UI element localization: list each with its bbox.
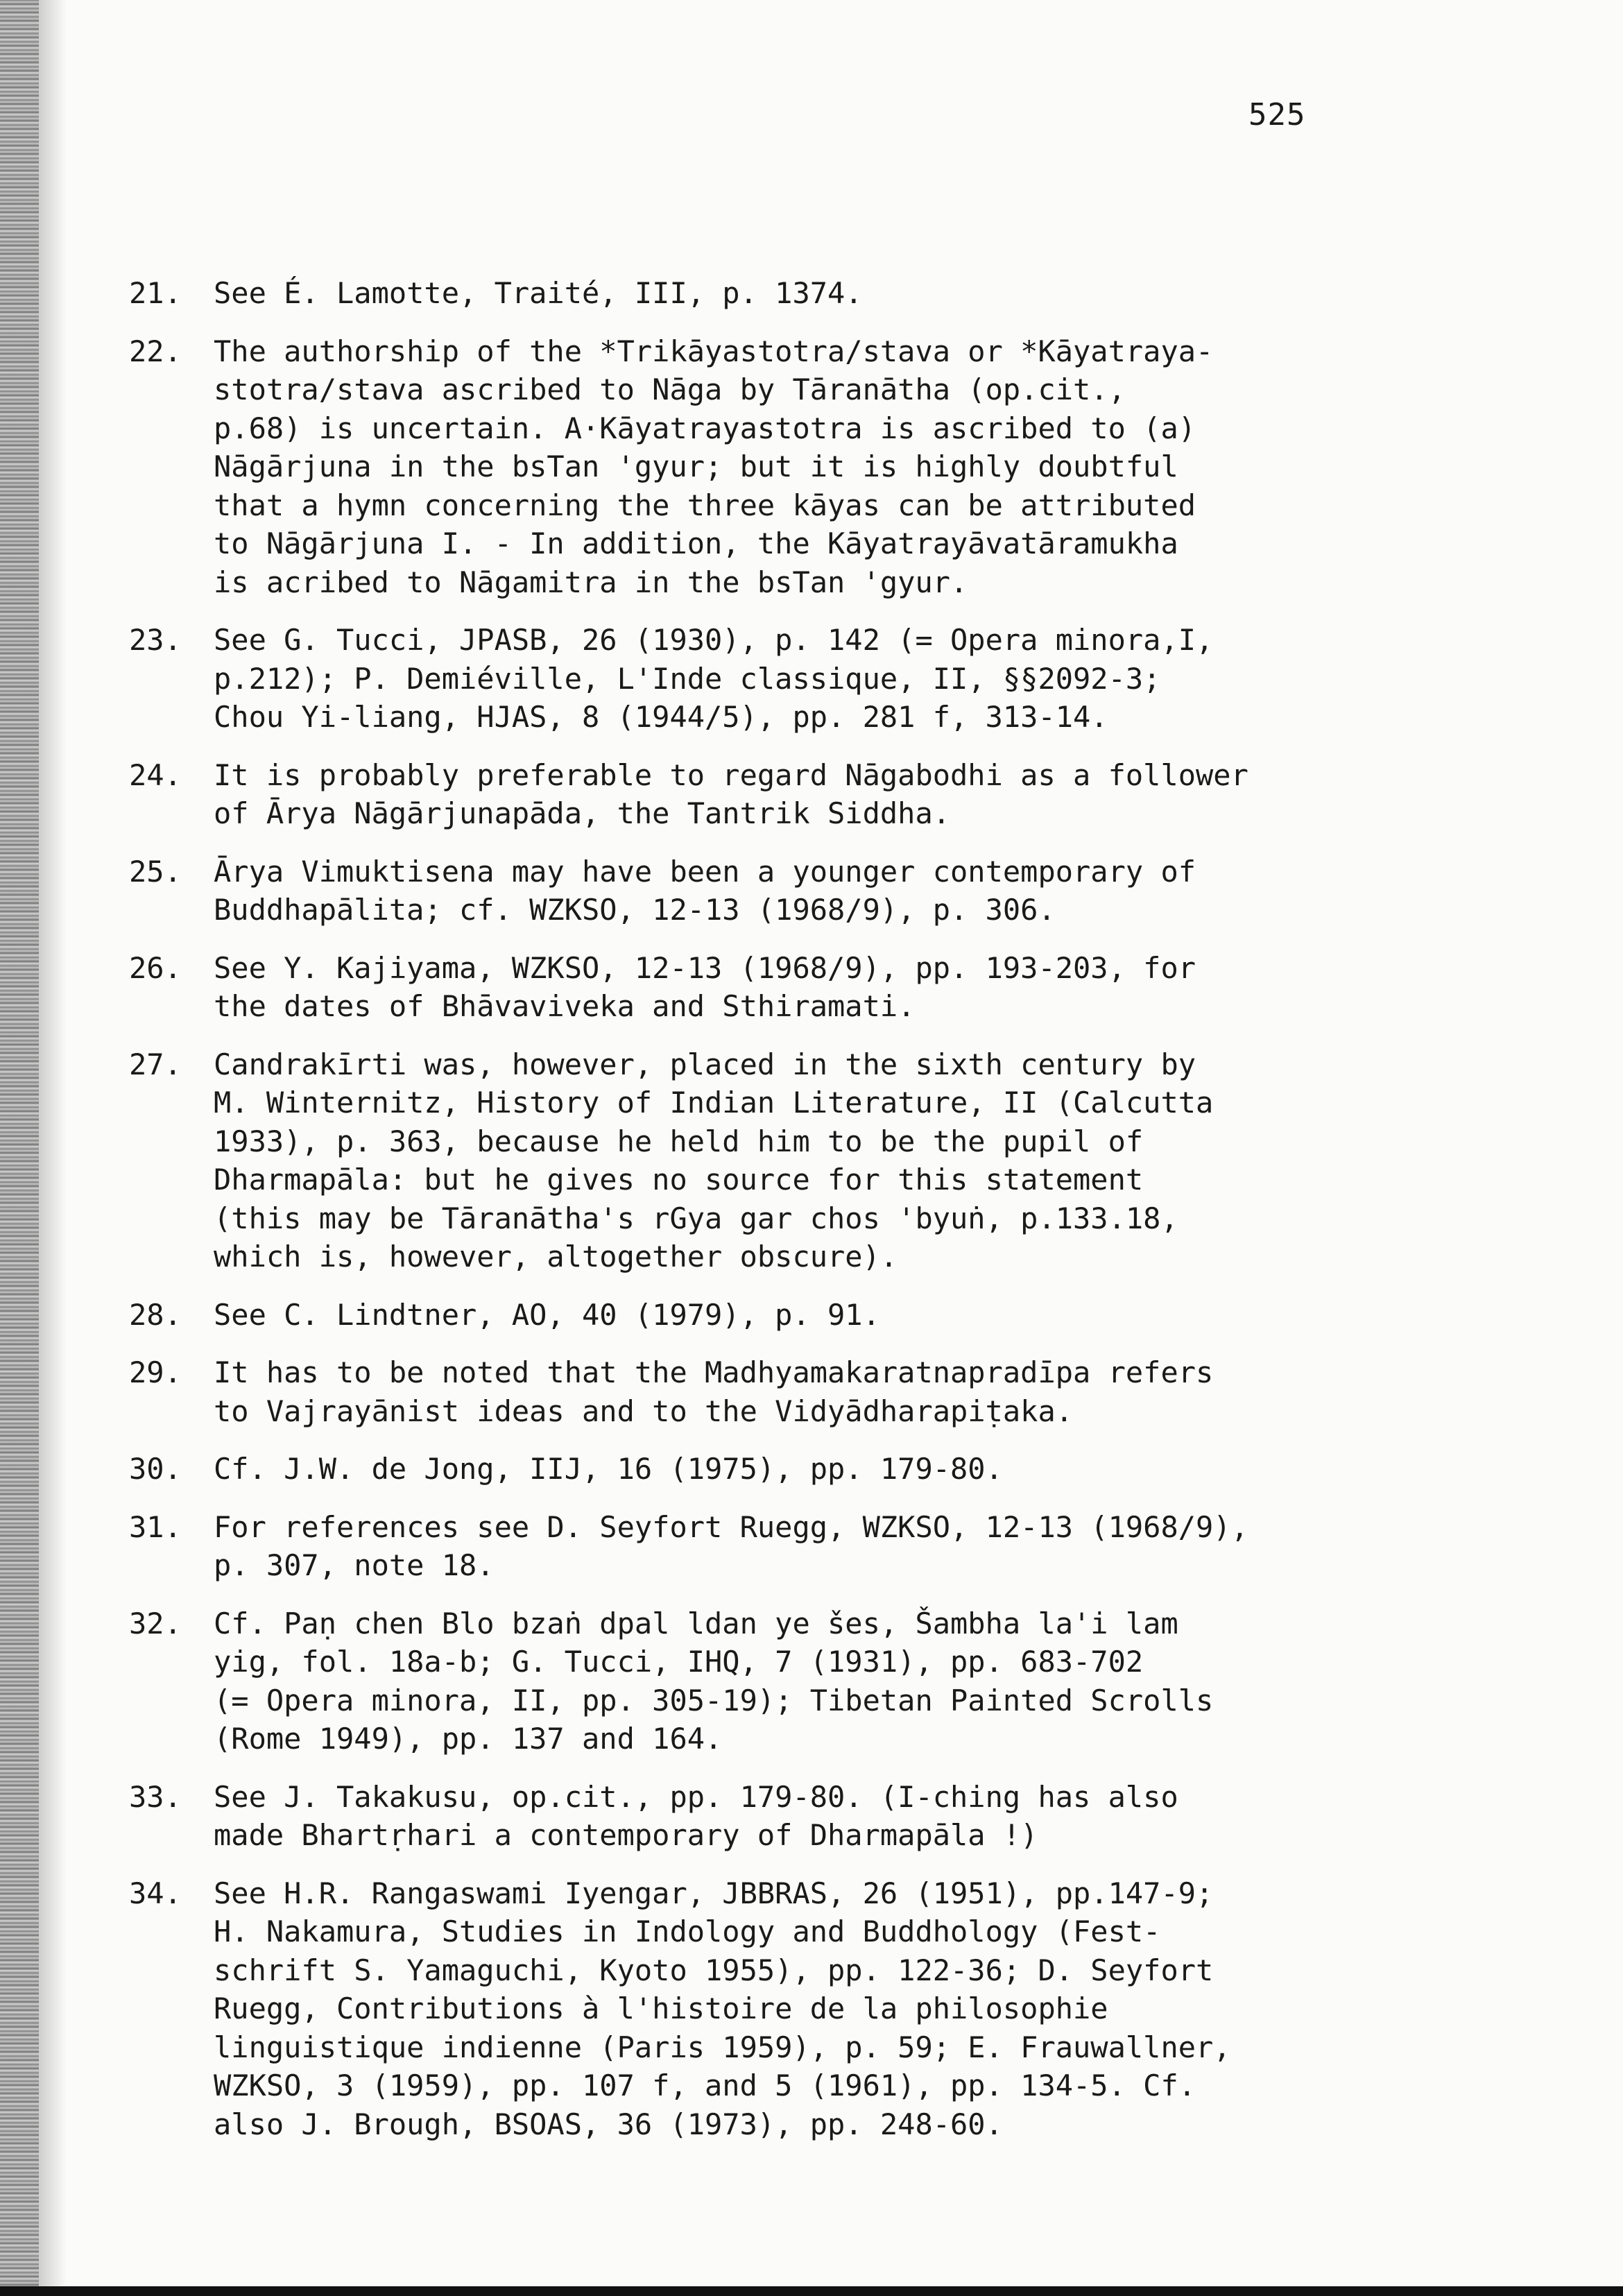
footnote-line: See G. Tucci, JPASB, 26 (1930), p. 142 (= Opera minora,I, <box>214 623 1214 657</box>
footnote-line: that a hymn concerning the three kāyas can be attributed <box>214 488 1196 522</box>
footnote-line: yig, fol. 18a-b; G. Tucci, IHQ, 7 (1931), pp. 683-702 <box>214 1645 1144 1679</box>
footnote-line: p. 307, note 18. <box>214 1548 495 1582</box>
footnote-line: H. Nakamura, Studies in Indology and Buddhology (Fest- <box>214 1914 1161 1948</box>
footnote-text <box>214 1450 1350 1489</box>
footnote-number: 33. <box>129 1779 182 1814</box>
footnote-line: (= Opera minora, II, pp. 305-19); Tibetan Painted Scrolls <box>214 1683 1214 1717</box>
footnote-text <box>214 949 1350 1026</box>
footnote-line: of Ārya Nāgārjunapāda, the Tantrik Siddha. <box>214 796 951 830</box>
footnote-line: M. Winternitz, History of Indian Literature, II (Calcutta <box>214 1086 1214 1120</box>
footnote-number: 27. <box>129 1047 182 1081</box>
footnote-line: (this may be Tāranātha's rGya gar chos 'byuṅ, p.133.18, <box>214 1201 1178 1235</box>
footnote-26 <box>129 949 1350 1026</box>
footnote-text <box>214 1508 1350 1585</box>
footnote-line: Ārya Vimuktisena may have been a younger contemporary of <box>214 854 1196 889</box>
notes-list <box>129 274 1350 2163</box>
footnote-28 <box>129 1296 1350 1335</box>
footnote-line: to Vajrayānist ideas and to the Vidyādharapiṭaka. <box>214 1394 1074 1428</box>
footnote-33 <box>129 1778 1350 1855</box>
footnote-line: For references see D. Seyfort Ruegg, WZKSO, 12-13 (1968/9), <box>214 1509 1248 1544</box>
footnote-line: See H.R. Rangaswami Iyengar, JBBRAS, 26 (1951), pp.147-9; <box>214 1876 1214 1910</box>
footnote-number: 24. <box>129 757 182 792</box>
footnote-text <box>214 1604 1350 1758</box>
footnote-line: the dates of Bhāvaviveka and Sthiramati. <box>214 989 916 1023</box>
footnote-line: stotra/stava ascribed to Nāga by Tāranātha (op.cit., <box>214 372 1126 406</box>
footnote-number: 22. <box>129 334 182 368</box>
footnote-25 <box>129 853 1350 929</box>
footnote-line: p.212); P. Demiéville, L'Inde classique, II, §§2092-3; <box>214 661 1161 696</box>
footnote-31 <box>129 1508 1350 1585</box>
footnote-line: to Nāgārjuna I. - In addition, the Kāyatrayāvatāramukha <box>214 526 1178 560</box>
footnote-line: See C. Lindtner, AO, 40 (1979), p. 91. <box>214 1297 880 1332</box>
footnote-30 <box>129 1450 1350 1489</box>
footnote-32 <box>129 1604 1350 1758</box>
footnote-number: 28. <box>129 1297 182 1332</box>
footnote-text <box>214 756 1350 833</box>
footnote-line: Cf. J.W. de Jong, IIJ, 16 (1975), pp. 179-80. <box>214 1452 1003 1486</box>
footnote-number: 32. <box>129 1606 182 1640</box>
footnote-21 <box>129 274 1350 313</box>
footnote-line: schrift S. Yamaguchi, Kyoto 1955), pp. 122-36; D. Seyfort <box>214 1953 1214 1987</box>
footnote-line: See J. Takakusu, op.cit., pp. 179-80. (I-ching has also <box>214 1779 1178 1814</box>
footnote-34 <box>129 1874 1350 2144</box>
footnote-line: is acribed to Nāgamitra in the bsTan 'gyur. <box>214 565 968 599</box>
footnote-24 <box>129 756 1350 833</box>
footnote-line: The authorship of the *Trikāyastotra/stava or *Kāyatraya- <box>214 334 1214 368</box>
footnote-line: Nāgārjuna in the bsTan 'gyur; but it is highly doubtful <box>214 449 1178 483</box>
footnote-text <box>214 332 1350 602</box>
footnote-line: Dharmapāla: but he gives no source for this statement <box>214 1163 1144 1197</box>
footnote-line: See Y. Kajiyama, WZKSO, 12-13 (1968/9), pp. 193-203, for <box>214 950 1196 985</box>
footnote-number: 23. <box>129 623 182 657</box>
footnote-line: WZKSO, 3 (1959), pp. 107 f, and 5 (1961), pp. 134-5. Cf. <box>214 2068 1196 2102</box>
binding-edge <box>0 0 39 2296</box>
footnote-number: 29. <box>129 1355 182 1389</box>
page-number: 525 <box>1248 97 1306 132</box>
footnote-line: Chou Yi-liang, HJAS, 8 (1944/5), pp. 281 f, 313-14. <box>214 700 1108 734</box>
footnote-number: 30. <box>129 1452 182 1486</box>
footnote-text <box>214 1296 1350 1335</box>
footnote-number: 21. <box>129 276 182 310</box>
footnote-number: 34. <box>129 1876 182 1910</box>
footnote-text <box>214 1045 1350 1276</box>
binding-shadow <box>39 0 67 2296</box>
footnote-number: 26. <box>129 950 182 985</box>
footnote-line: Cf. Paṇ chen Blo bzaṅ dpal ldan ye šes, Šambha la'i lam <box>214 1606 1178 1640</box>
footnote-line: 1933), p. 363, because he held him to be the pupil of <box>214 1124 1144 1158</box>
footnote-29 <box>129 1353 1350 1430</box>
footnote-line: Buddhapālita; cf. WZKSO, 12-13 (1968/9), p. 306. <box>214 893 1056 927</box>
footnote-text <box>214 274 1350 313</box>
scan-bottom-edge <box>0 2286 1623 2296</box>
footnote-line: which is, however, altogether obscure). <box>214 1240 898 1274</box>
footnote-number: 31. <box>129 1509 182 1544</box>
footnote-line: Ruegg, Contributions à l'histoire de la philosophie <box>214 1991 1108 2025</box>
footnote-line: made Bhartṛhari a contemporary of Dharmapāla !) <box>214 1818 1038 1852</box>
footnote-text <box>214 853 1350 929</box>
footnote-line: p.68) is uncertain. A·Kāyatrayastotra is ascribed to (a) <box>214 411 1196 445</box>
footnote-text <box>214 1353 1350 1430</box>
footnote-line: (Rome 1949), pp. 137 and 164. <box>214 1722 723 1756</box>
footnote-line: Candrakīrti was, however, placed in the sixth century by <box>214 1047 1196 1081</box>
footnote-number: 25. <box>129 854 182 889</box>
footnote-23 <box>129 621 1350 737</box>
footnote-line: also J. Brough, BSOAS, 36 (1973), pp. 248-60. <box>214 2107 1003 2141</box>
footnote-text <box>214 1778 1350 1855</box>
footnote-text <box>214 1874 1350 2144</box>
footnote-line: It has to be noted that the Madhyamakaratnapradīpa refers <box>214 1355 1214 1389</box>
footnote-line: It is probably preferable to regard Nāgabodhi as a follower <box>214 757 1248 792</box>
footnote-22 <box>129 332 1350 602</box>
footnote-text <box>214 621 1350 737</box>
footnote-line: See É. Lamotte, Traité, III, p. 1374. <box>214 276 863 310</box>
footnote-27 <box>129 1045 1350 1276</box>
footnote-line: linguistique indienne (Paris 1959), p. 59; E. Frauwallner, <box>214 2030 1231 2064</box>
